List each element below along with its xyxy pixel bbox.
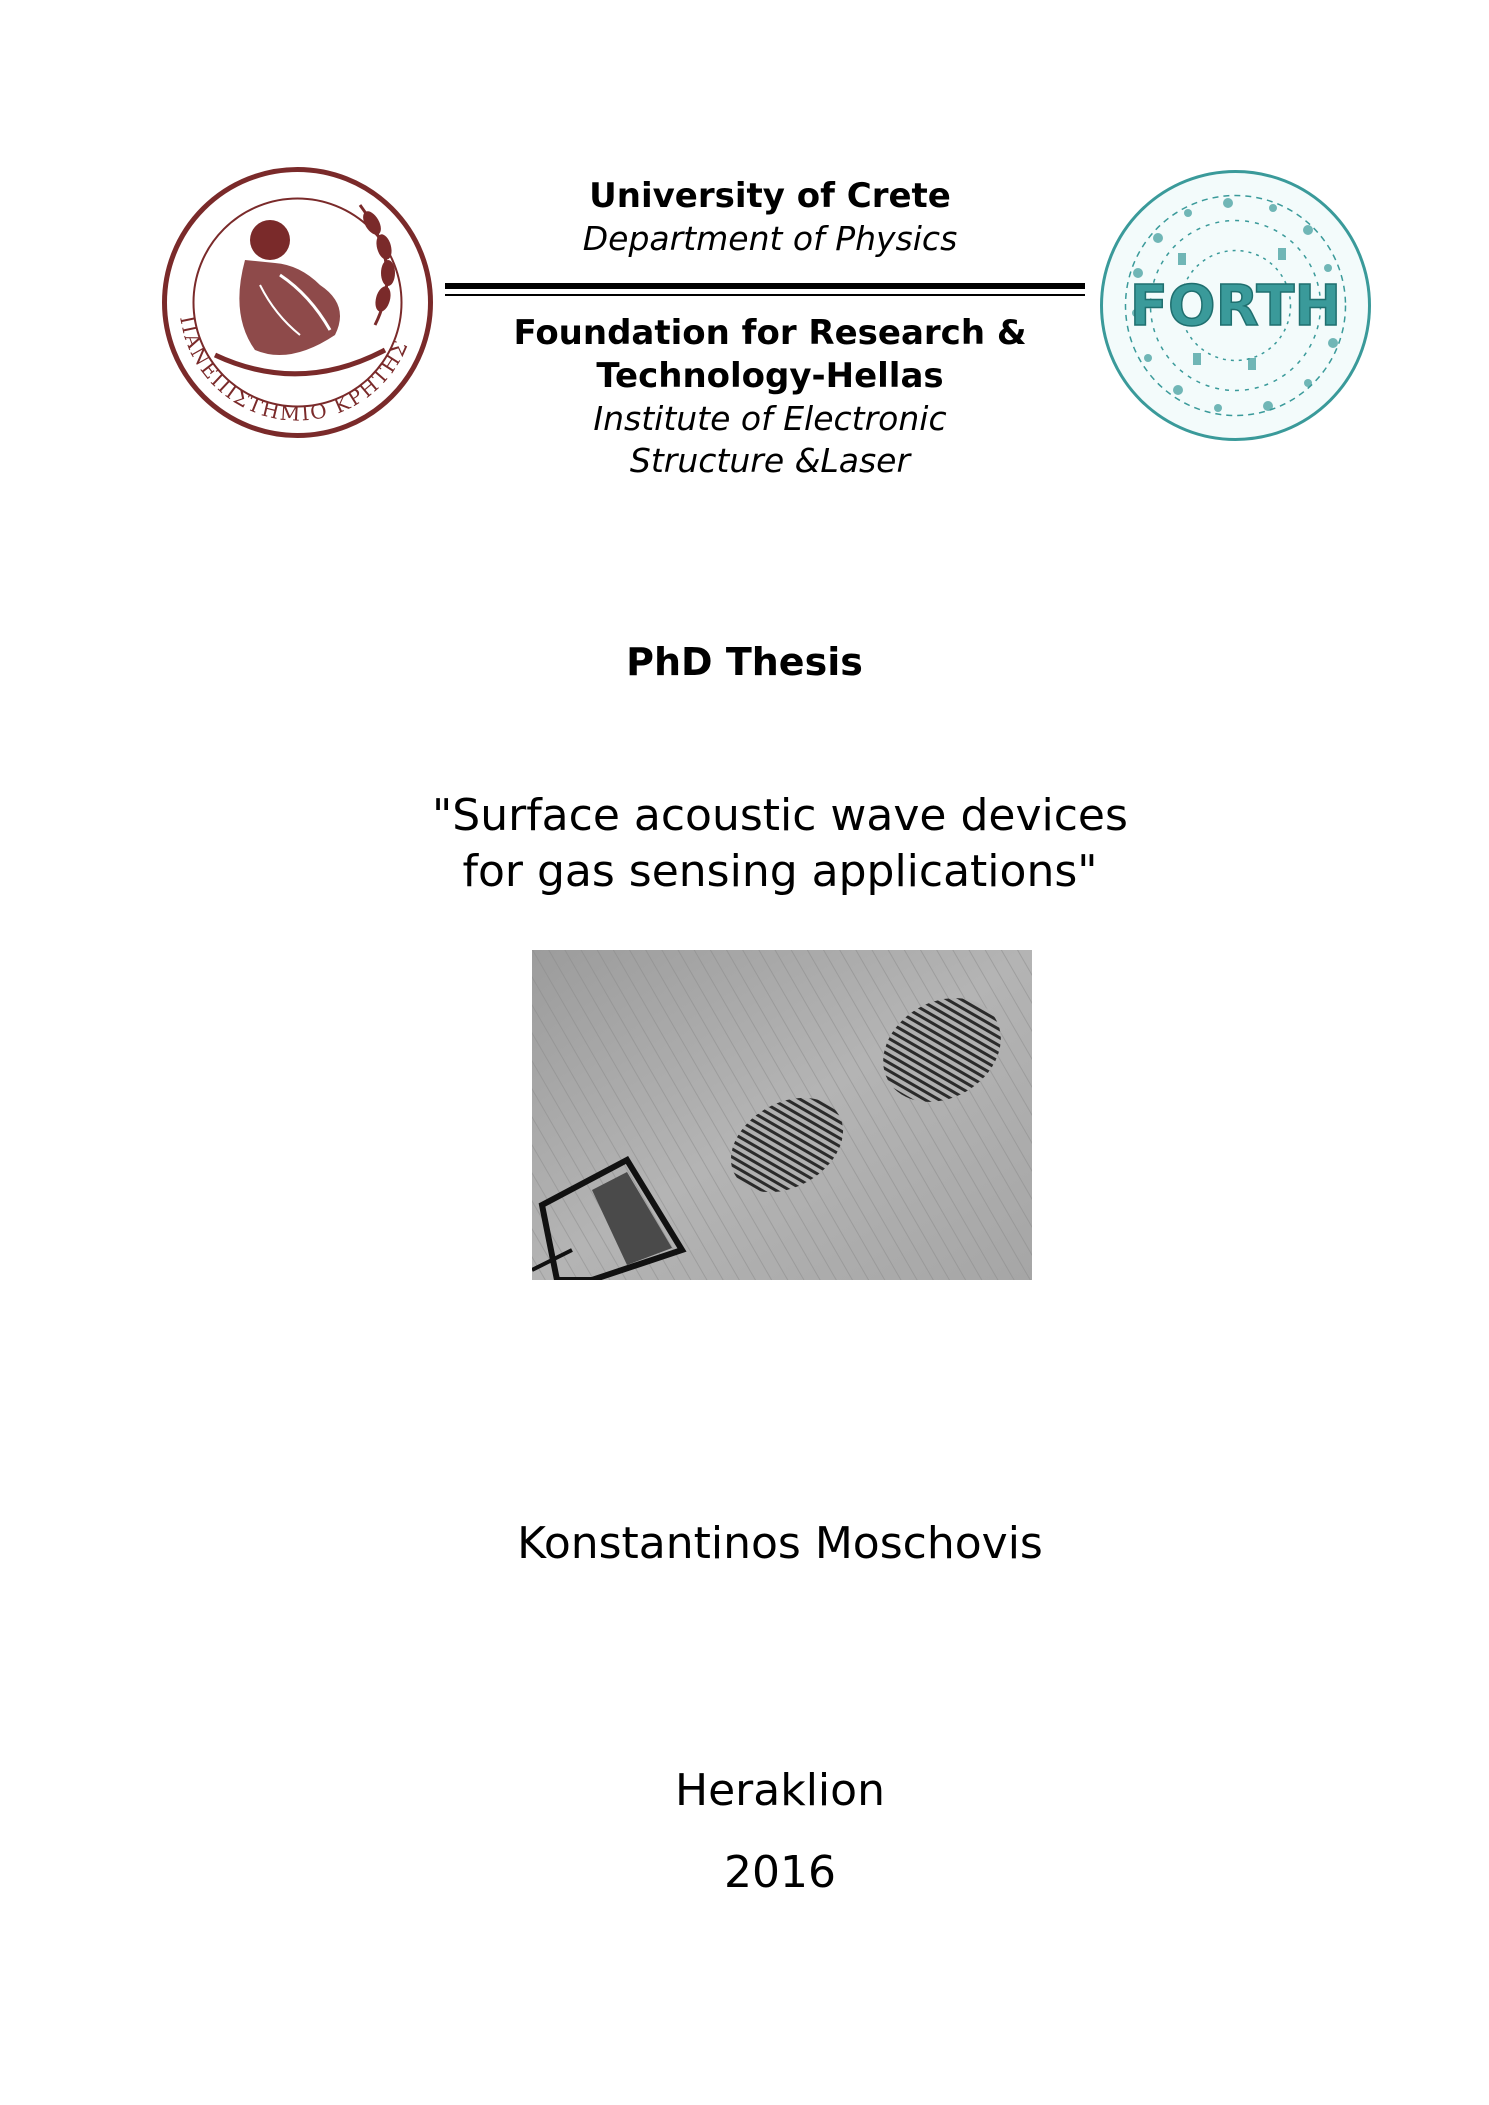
header-divider-thin [445, 294, 1085, 296]
saw-device-micrograph [532, 950, 1032, 1280]
forth-logo [1098, 168, 1373, 443]
author-name: Konstantinos Moschovis [517, 1518, 1043, 1569]
institute-line-1: Institute of Electronic [593, 399, 947, 438]
institute-line-2: Structure &Laser [629, 441, 911, 480]
department-name: Department of Physics [582, 219, 958, 258]
foundation-line-2: Technology-Hellas [596, 356, 944, 396]
foundation-line-1: Foundation for Research & [513, 313, 1027, 353]
thesis-title-line-1: "Surface acoustic wave devices [432, 790, 1128, 841]
university-name: University of Crete [589, 176, 951, 216]
forth-wordmark: FORTH [1129, 274, 1342, 339]
city: Heraklion [675, 1765, 885, 1816]
thesis-type: PhD Thesis [626, 640, 863, 684]
seal-text: ΠΑΝΕΠΙΣΤΗΜΙΟ ΚΡΗΤΗΣ [175, 313, 414, 426]
year: 2016 [724, 1847, 836, 1898]
university-of-crete-logo [160, 165, 435, 440]
thesis-title-line-2: for gas sensing applications" [462, 846, 1098, 897]
header-divider-thick [445, 283, 1085, 289]
